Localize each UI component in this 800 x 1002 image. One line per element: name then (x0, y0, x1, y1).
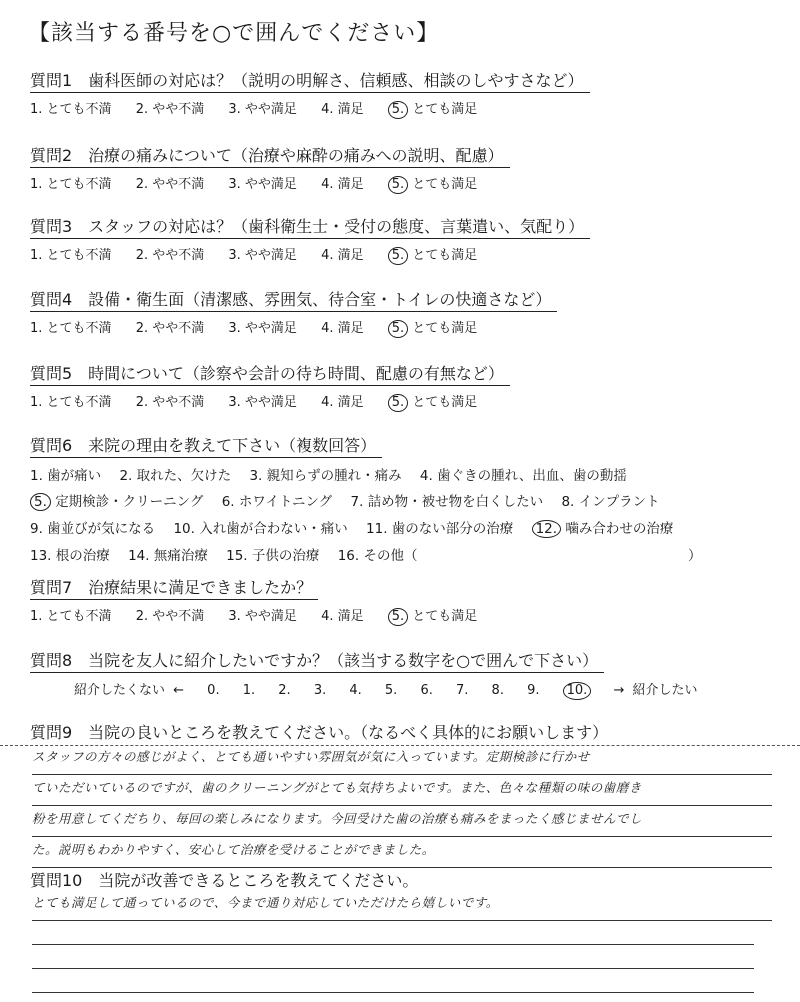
question-3 (30, 214, 590, 265)
option-5-circled[interactable]: 5. (388, 320, 408, 338)
option-5-label: とても満足 (412, 177, 478, 192)
answer-line: た。説明もわかりやすく、安心して治療を受けることができました。 (32, 837, 772, 868)
question-6-row-2 (30, 490, 702, 511)
question-6-row-3 (30, 517, 702, 538)
question-9-heading: 質問9 当院の良いところを教えてください。（なるべく具体的にお願いします） (30, 723, 609, 742)
option-5-label: とても満足 (412, 102, 478, 117)
question-1 (30, 68, 590, 119)
reason-5-circled[interactable]: 5. (30, 493, 51, 511)
option-5-label: とても満足 (412, 609, 478, 624)
reason-9[interactable]: 9. 歯並びが気になる (30, 521, 156, 537)
option-5-label: とても満足 (412, 248, 478, 263)
question-4 (30, 287, 557, 338)
question-3-options (30, 244, 590, 265)
reason-7[interactable]: 7. 詰め物・被せ物を白くしたい (350, 494, 544, 510)
scale-10-circled[interactable]: 10. (563, 682, 592, 700)
reason-1[interactable]: 1. 歯が痛い (30, 468, 102, 484)
question-2 (30, 143, 510, 194)
reason-5-label: 定期検診・クリーニング (55, 494, 204, 510)
scale-7[interactable]: 7. (456, 683, 469, 698)
question-6-row-1 (30, 464, 702, 484)
option-4[interactable]: 4. 満足 (321, 102, 364, 117)
option-2[interactable]: 2. やや不満 (135, 102, 205, 117)
option-5-circled[interactable]: 5. (388, 394, 408, 412)
answer-line: とても満足して通っているので、今まで通り対応していただけたら嬉しいです。 (32, 890, 772, 921)
reason-6[interactable]: 6. ホワイトニング (221, 494, 333, 510)
option-3[interactable]: 3. やや満足 (228, 321, 297, 336)
question-6-row-4 (30, 544, 702, 564)
question-6 (30, 433, 702, 564)
option-5-circled[interactable]: 5. (388, 247, 408, 265)
answer-line: 粉を用意してくだちり、毎回の楽しみになります。今回受けた歯の治療も痛みをまったく感じませんでし (32, 806, 772, 837)
question-10-heading: 質問10 当院が改善できるところを教えてください。 (30, 871, 419, 890)
scale-1[interactable]: 1. (242, 683, 256, 698)
option-4[interactable]: 4. 満足 (321, 177, 364, 192)
other-close-paren: ） (688, 548, 702, 564)
question-8-heading: 質問8 当院を友人に紹介したいですか？（該当する数字を○で囲んで下さい） (30, 648, 604, 673)
scale-4[interactable]: 4. (349, 683, 362, 698)
answer-line: ていただいているのですが、歯のクリーニングがとても気持ちよいです。また、色々な種類の味の歯磨き (32, 775, 772, 806)
option-4[interactable]: 4. 満足 (321, 609, 364, 624)
option-5-circled[interactable]: 5. (388, 101, 408, 119)
question-3-heading: 質問3 スタッフの対応は？（歯科衛生士・受付の態度、言葉遣い、気配り） (30, 214, 590, 239)
question-7 (30, 575, 497, 626)
reason-11[interactable]: 11. 歯のない部分の治療 (366, 521, 514, 537)
reason-12-circled[interactable]: 12. (532, 520, 561, 538)
scale-9[interactable]: 9. (527, 683, 540, 698)
scale-2[interactable]: 2. (278, 683, 291, 698)
blank-line[interactable] (32, 992, 754, 993)
reason-16[interactable]: 16. その他（ (337, 548, 418, 564)
question-7-options (30, 605, 497, 626)
reason-10[interactable]: 10. 入れ歯が合わない・痛い (173, 521, 348, 537)
question-9 (30, 720, 614, 744)
question-4-options (30, 317, 557, 338)
option-1[interactable]: 1. とても不満 (30, 248, 112, 263)
option-5-label: とても満足 (412, 395, 478, 410)
question-5-options (30, 391, 510, 412)
scale-left-label: 紹介したくない ← (74, 683, 185, 698)
option-2[interactable]: 2. やや不満 (135, 395, 205, 410)
reason-13[interactable]: 13. 根の治療 (30, 548, 110, 564)
option-3[interactable]: 3. やや満足 (228, 395, 297, 410)
question-4-heading: 質問4 設備・衛生面（清潔感、雰囲気、待合室・トイレの快適さなど） (30, 287, 557, 312)
option-4[interactable]: 4. 満足 (321, 395, 364, 410)
reason-2[interactable]: 2. 取れた、欠けた (119, 468, 232, 484)
answer-line: スタッフの方々の感じがよく、とても通いやすい雰囲気が気に入っています。定期検診に行かせ (32, 744, 772, 775)
option-2[interactable]: 2. やや不満 (135, 321, 205, 336)
blank-line[interactable] (32, 968, 754, 969)
scale-8[interactable]: 8. (491, 683, 504, 698)
scale-0[interactable]: 0. (207, 683, 220, 698)
option-4[interactable]: 4. 満足 (321, 248, 364, 263)
scale-3[interactable]: 3. (313, 683, 327, 698)
option-5-circled[interactable]: 5. (388, 176, 408, 194)
option-3[interactable]: 3. やや満足 (228, 102, 297, 117)
reason-15[interactable]: 15. 子供の治療 (226, 548, 320, 564)
option-1[interactable]: 1. とても不満 (30, 102, 112, 117)
reason-4[interactable]: 4. 歯ぐきの腫れ、出血、歯の動揺 (419, 468, 627, 484)
question-5-heading: 質問5 時間について（診察や会計の待ち時間、配慮の有無など） (30, 361, 510, 386)
option-1[interactable]: 1. とても不満 (30, 395, 112, 410)
option-1[interactable]: 1. とても不満 (30, 177, 112, 192)
question-5 (30, 361, 510, 412)
option-5-label: とても満足 (412, 321, 478, 336)
reason-8[interactable]: 8. インプラント (561, 494, 660, 510)
scale-5[interactable]: 5. (384, 683, 398, 698)
option-2[interactable]: 2. やや不満 (135, 248, 205, 263)
question-8-scale (74, 679, 698, 700)
option-4[interactable]: 4. 満足 (321, 321, 364, 336)
question-6-heading: 質問6 来院の理由を教えて下さい（複数回答） (30, 433, 382, 458)
question-10-answer[interactable] (32, 890, 772, 921)
question-2-options (30, 173, 510, 194)
question-8 (30, 648, 698, 700)
question-2-heading: 質問2 治療の痛みについて（治療や麻酔の痛みへの説明、配慮） (30, 143, 510, 168)
option-2[interactable]: 2. やや不満 (135, 177, 205, 192)
option-3[interactable]: 3. やや満足 (228, 609, 297, 624)
scale-6[interactable]: 6. (420, 683, 433, 698)
question-7-heading: 質問7 治療結果に満足できましたか？ (30, 575, 318, 600)
question-1-options (30, 98, 590, 119)
page-title: 【該当する番号を○で囲んでください】 (28, 21, 440, 46)
question-9-answer[interactable] (32, 744, 772, 868)
reason-14[interactable]: 14. 無痛治療 (128, 548, 208, 564)
question-10 (30, 868, 424, 892)
option-3[interactable]: 3. やや満足 (228, 248, 297, 263)
option-1[interactable]: 1. とても不満 (30, 609, 112, 624)
option-5-circled[interactable]: 5. (388, 608, 408, 626)
question-1-heading: 質問1 歯科医師の対応は？（説明の明解さ、信頼感、相談のしやすさなど） (30, 68, 590, 93)
scale-right-label: → 紹介したい (613, 683, 698, 698)
reason-3[interactable]: 3. 親知らずの腫れ・痛み (249, 468, 402, 484)
blank-line[interactable] (32, 944, 754, 945)
option-2[interactable]: 2. やや不満 (135, 609, 205, 624)
reason-12-label: 噛み合わせの治療 (565, 521, 674, 537)
option-3[interactable]: 3. やや満足 (228, 177, 297, 192)
option-1[interactable]: 1. とても不満 (30, 321, 112, 336)
